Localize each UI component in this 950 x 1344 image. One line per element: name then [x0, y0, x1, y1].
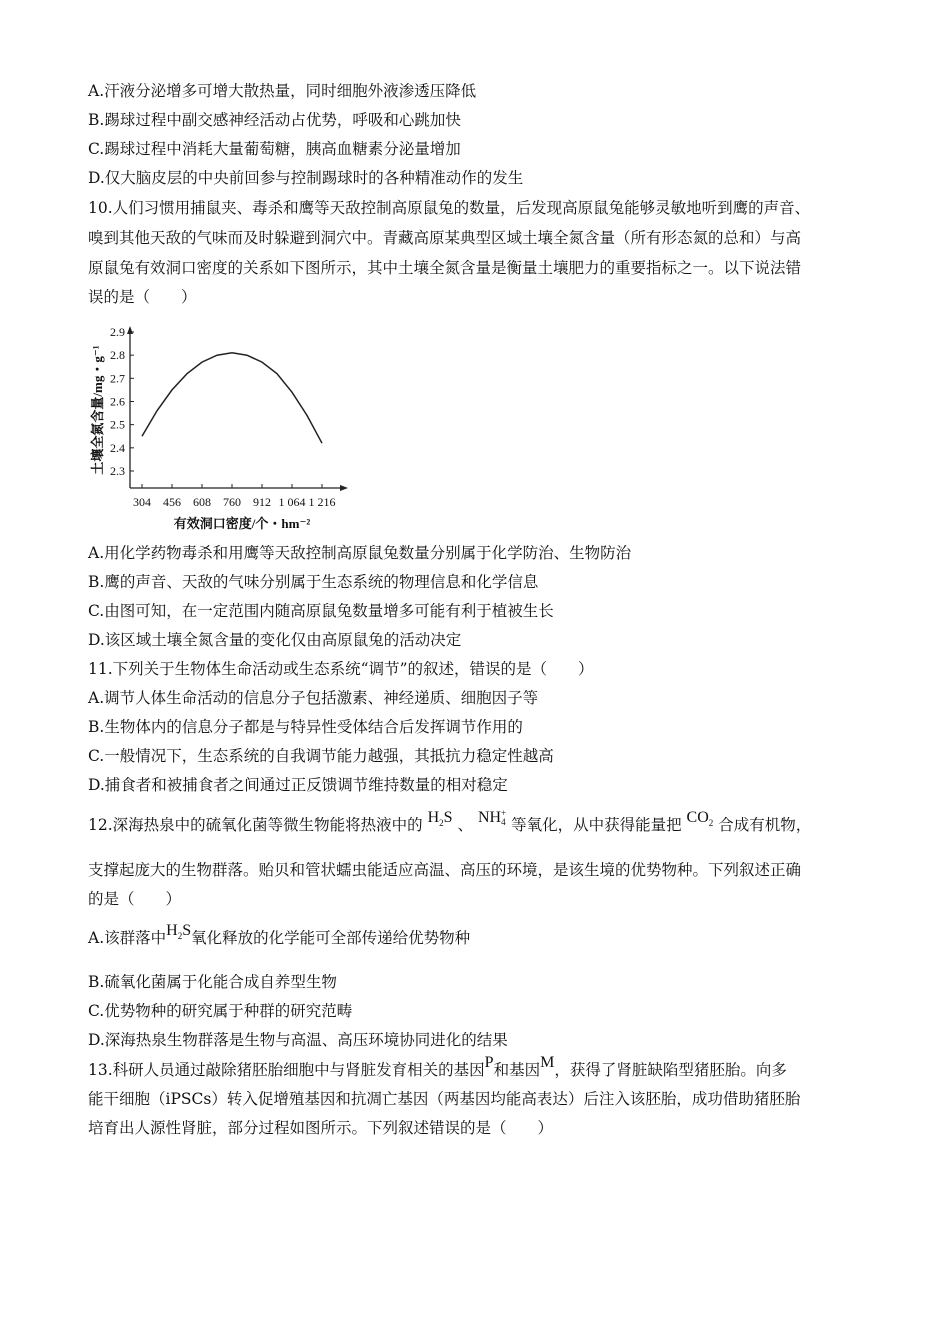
q9-option-a: A.汗液分泌增多可增大散热量，同时细胞外液渗透压降低 — [88, 82, 477, 100]
x-axis-label: 有效洞口密度/个・hm⁻² — [173, 516, 311, 531]
q12-stem-line-1 — [88, 808, 812, 841]
q11-option-d: D.捕食者和被捕食者之间通过正反馈调节维持数量的相对稳定 — [88, 776, 508, 794]
x-tick-label: 608 — [193, 495, 211, 509]
y-tick-label: 2.4 — [110, 440, 125, 455]
q10-option-b: B.鹰的声音、天敌的气味分别属于生态系统的物理信息和化学信息 — [88, 573, 539, 591]
q12-option-b: B.硫氧化菌属于化能合成自养型生物 — [88, 973, 337, 991]
h2s-formula: $H_2S$ — [427, 809, 453, 829]
nitrogen-density-chart — [84, 318, 384, 544]
x-tick-label: 1 216 — [308, 495, 336, 509]
q11-option-c: C.一般情况下，生态系统的自我调节能力越强，其抵抗力稳定性越高 — [88, 747, 554, 765]
q13-stem-line-1: 13.科研人员通过敲除猪胚胎细胞中与肾脏发育相关的基因P和基因M，获得了肾脏缺陷型猪胚胎。向多 — [88, 1054, 787, 1079]
q10-stem-line-3: 原鼠兔有效洞口密度的关系如下图所示，其中土壤全氮含量是衡量土壤肥力的重要指标之一。以下说法错 — [88, 259, 802, 277]
gene-m: M — [540, 1054, 555, 1071]
q13-stem-line-3: 培育出人源性肾脏，部分过程如图所示。下列叙述错误的是（ ） — [88, 1119, 554, 1137]
q10-option-d: D.该区域土壤全氮含量的变化仅由高原鼠兔的活动决定 — [88, 631, 462, 649]
separator: 、 — [457, 816, 474, 834]
y-tick-label: 2.8 — [110, 348, 125, 363]
q11-option-b: B.生物体内的信息分子都是与特异性受体结合后发挥调节作用的 — [88, 718, 523, 736]
x-axis-arrow — [340, 485, 348, 491]
q12-option-d: D.深海热泉生物群落是生物与高温、高压环境协同进化的结果 — [88, 1031, 508, 1049]
q9-option-c: C.踢球过程中消耗大量葡萄糖，胰高血糖素分泌量增加 — [88, 140, 461, 158]
q10-option-a: A.用化学药物毒杀和用鹰等天敌控制高原鼠兔数量分别属于化学防治、生物防治 — [88, 544, 632, 562]
y-tick-label: 2.3 — [110, 464, 125, 478]
co2-formula: $CO_2$ — [686, 809, 714, 829]
nh4-formula: NH + 4 — [477, 808, 507, 828]
q11-stem: 11.下列关于生物体生命活动或生态系统“调节”的叙述，错误的是（ ） — [88, 660, 594, 678]
q12-stem-line-2: 支撑起庞大的生物群落。贻贝和管状蠕虫能适应高温、高压的环境，是该生境的优势物种。下列叙述正确 — [88, 861, 802, 879]
q11-option-a: A.调节人体生命活动的信息分子包括激素、神经递质、细胞因子等 — [88, 689, 539, 707]
x-tick-label: 456 — [163, 495, 181, 509]
gene-p: P — [484, 1054, 494, 1071]
x-tick-label: 760 — [223, 495, 241, 509]
h2s-formula: $H_2S$ — [166, 922, 192, 942]
y-tick-label: 2.6 — [110, 394, 125, 409]
x-tick-label: 912 — [253, 495, 271, 509]
q12-option-a: A.该群落中$H_2S$氧化释放的化学能可全部传递给优势物种 — [88, 922, 471, 947]
q10-stem-line-2: 嗅到其他天敌的气味而及时躲避到洞穴中。青藏高原某典型区域土壤全氮含量（所有形态氮的总和）与高 — [88, 229, 802, 247]
q10-stem-line-1: 10.人们习惯用捕鼠夹、毒杀和鹰等天敌控制高原鼠兔的数量，后发现高原鼠兔能够灵敏地听到鹰的声音、 — [88, 199, 811, 217]
q12-stem-pre: 12.深海热泉中的硫氧化菌等微生物能将热液中的 — [88, 816, 423, 834]
q12-stem-line-3: 的是（ ） — [88, 890, 182, 908]
y-tick-label: 2.9 — [110, 324, 125, 339]
q13-stem-line-2: 能干细胞（iPSCs）转入促增殖基因和抗凋亡基因（两基因均能高表达）后注入该胚胎，成功借助猪胚胎 — [88, 1090, 801, 1108]
q10-stem-line-4: 误的是（ ） — [88, 288, 197, 306]
x-tick-label: 304 — [133, 495, 151, 509]
q12-option-c: C.优势物种的研究属于种群的研究范畴 — [88, 1002, 353, 1020]
q12-stem-mid: 等氧化，从中获得能量把 — [511, 816, 682, 834]
y-axis-arrow — [127, 326, 133, 334]
q10-option-c: C.由图可知，在一定范围内随高原鼠兔数量增多可能有利于植被生长 — [88, 602, 554, 620]
series-line — [142, 353, 322, 443]
x-tick-label: 1 064 — [278, 495, 306, 509]
y-axis-label: 土壤全氮含量/mg・g⁻¹ — [90, 345, 105, 475]
y-tick-label: 2.5 — [110, 417, 125, 432]
q9-option-d: D.仅大脑皮层的中央前回参与控制踢球时的各种精准动作的发生 — [88, 169, 524, 187]
y-tick-label: 2.7 — [110, 371, 125, 386]
q9-option-b: B.踢球过程中副交感神经活动占优势，呼吸和心跳加快 — [88, 111, 461, 129]
q12-stem-post: 合成有机物， — [718, 816, 812, 834]
